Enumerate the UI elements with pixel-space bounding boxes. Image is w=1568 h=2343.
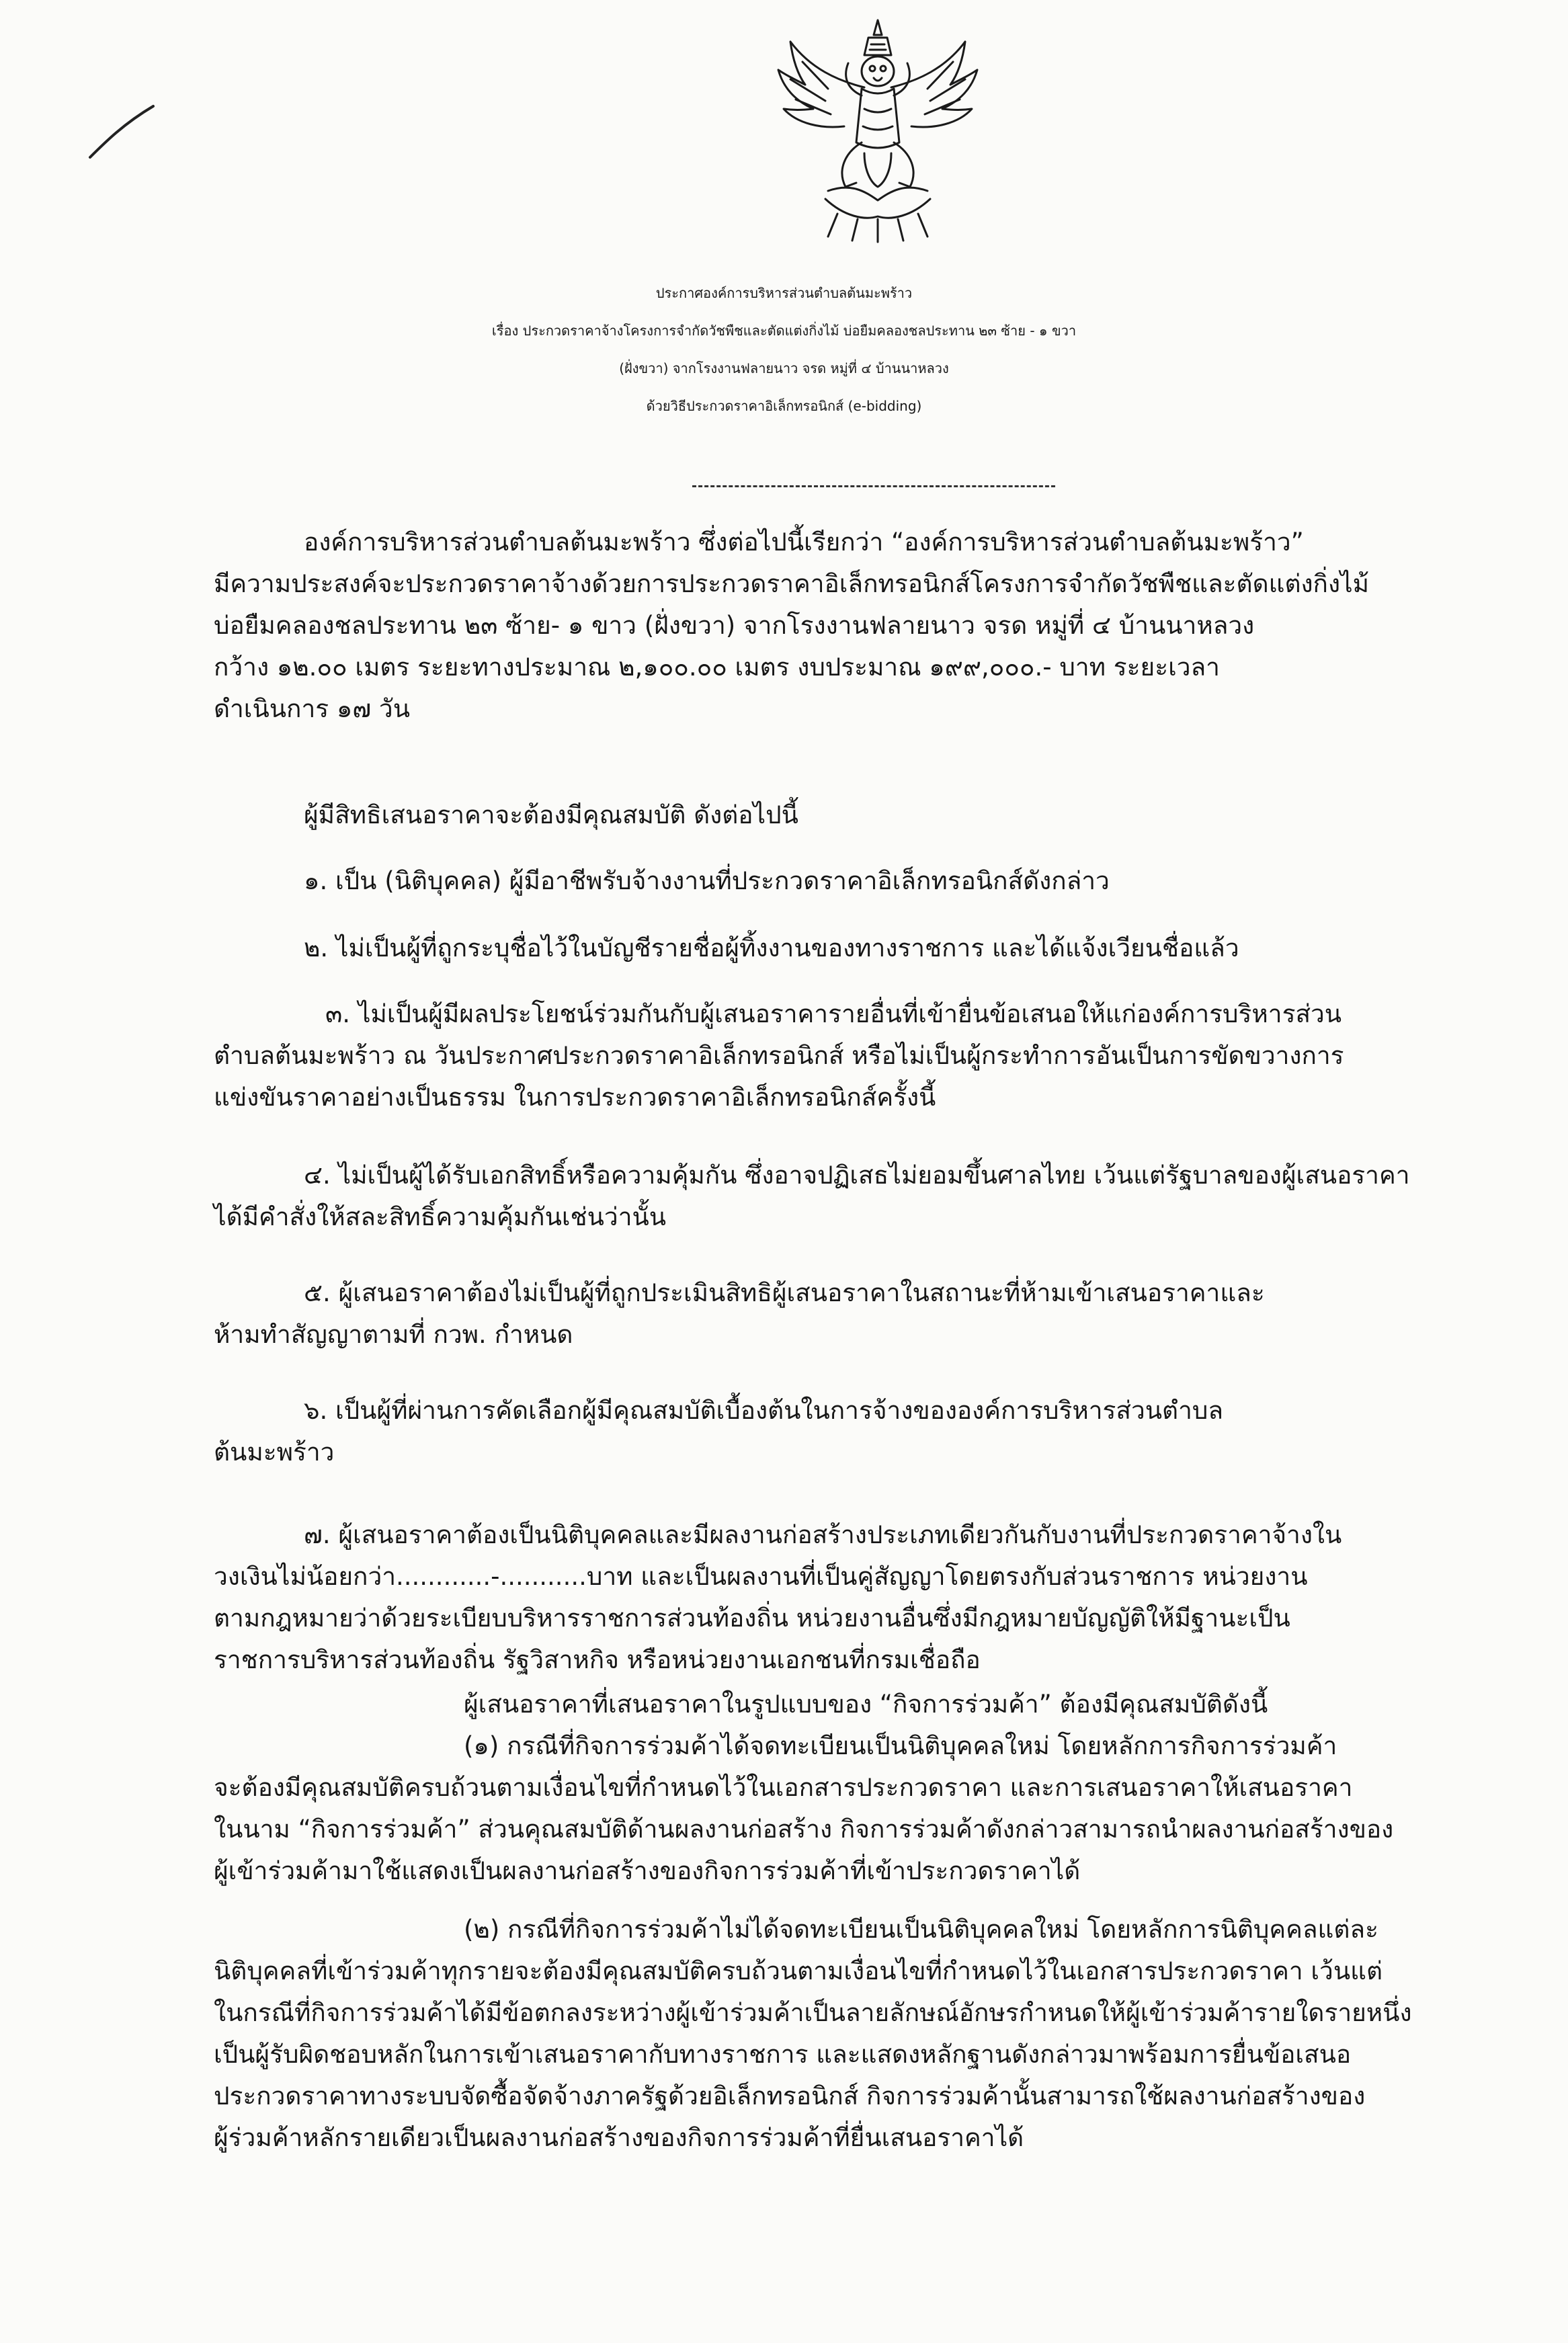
paragraph-line: ๗. ผู้เสนอราคาต้องเป็นนิติบุคคลและมีผลงานก่อสร้างประเภทเดียวกันกับงานที่ประกวดราคาจ้างใน	[304, 1520, 1342, 1549]
announcement-header	[0, 274, 1568, 425]
paragraph-line: ได้มีคำสั่งให้สละสิทธิ์ความคุ้มกันเช่นว่านั้น	[214, 1202, 667, 1231]
paragraph-line: ราชการบริหารส่วนท้องถิ่น รัฐวิสาหกิจ หรือหน่วยงานเอกชนที่กรมเชื่อถือ	[214, 1645, 981, 1674]
paragraph-line: ผู้ร่วมค้าหลักรายเดียวเป็นผลงานก่อสร้างของกิจการร่วมค้าที่ยื่นเสนอราคาได้	[214, 2123, 1024, 2152]
paragraph-line: ๒. ไม่เป็นผู้ที่ถูกระบุชื่อไว้ในบัญชีรายชื่อผู้ทิ้งงานของทางราชการ และได้แจ้งเวียนชื่อแล้ว	[304, 934, 1239, 962]
header-location-line: (ฝั่งขวา) จากโรงงานฟลายนาว จรด หมู่ที่ ๔ บ้านนาหลวง	[619, 360, 949, 376]
qualification-item-4	[214, 1155, 1492, 1238]
intro-paragraph	[214, 522, 1492, 730]
garuda-emblem-icon	[764, 15, 992, 243]
paragraph-line: แข่งขันราคาอย่างเป็นธรรม ในการประกวดราคาอิเล็กทรอนิกส์ครั้งนี้	[214, 1083, 936, 1112]
header-method-line: ด้วยวิธีประกวดราคาอิเล็กทรอนิกส์ (e-bidding)	[646, 398, 922, 414]
qualification-item-5	[214, 1272, 1492, 1356]
paragraph-line: ผู้เข้าร่วมค้ามาใช้แสดงเป็นผลงานก่อสร้างของกิจการร่วมค้าที่เข้าประกวดราคาได้	[214, 1856, 1081, 1885]
paragraph-line: เป็นผู้รับผิดชอบหลักในการเข้าเสนอราคากับทางราชการ และแสดงหลักฐานดังกล่าวมาพร้อมการยื่นข้อเสนอ	[214, 2040, 1352, 2069]
header-organization-line: ประกาศองค์การบริหารส่วนตำบลต้นมะพร้าว	[655, 285, 913, 301]
paragraph-line: มีความประสงค์จะประกวดราคาจ้างด้วยการประกวดราคาอิเล็กทรอนิกส์โครงการจำกัดวัชพืชและตัดแต่งกิ่งไม้	[214, 569, 1370, 598]
header-divider	[692, 485, 1055, 487]
joint-venture-case-1	[214, 1725, 1492, 1892]
pen-stroke-mark	[86, 101, 160, 161]
qualification-item-7	[214, 1514, 1492, 1681]
qualifications-heading	[214, 794, 1492, 836]
paragraph-line: ประกวดราคาทางระบบจัดซื้อจัดจ้างภาครัฐด้วยอิเล็กทรอนิกส์ กิจการร่วมค้านั้นสามารถใช้ผลงานก่อสร้างของ	[214, 2082, 1366, 2110]
paragraph-line: ตามกฎหมายว่าด้วยระเบียบบริหารราชการส่วนท้องถิ่น หน่วยงานอื่นซึ่งมีกฎหมายบัญญัติให้มีฐานะเป็น	[214, 1604, 1290, 1633]
heading-line: ผู้มีสิทธิเสนอราคาจะต้องมีคุณสมบัติ ดังต่อไปนี้	[304, 800, 798, 829]
heading-line: ผู้เสนอราคาที่เสนอราคาในรูปแบบของ “กิจการร่วมค้า” ต้องมีคุณสมบัติดังนี้	[464, 1690, 1268, 1719]
paragraph-line: นิติบุคคลที่เข้าร่วมค้าทุกรายจะต้องมีคุณสมบัติครบถ้วนตามเงื่อนไขที่กำหนดไว้ในเอกสารประกวดราคา เว้นแต่	[214, 1957, 1383, 1985]
paragraph-line: กว้าง ๑๒.๐๐ เมตร ระยะทางประมาณ ๒,๑๐๐.๐๐ เมตร งบประมาณ ๑๙๙,๐๐๐.- บาท ระยะเวลา	[214, 653, 1220, 682]
paragraph-line: จะต้องมีคุณสมบัติครบถ้วนตามเงื่อนไขที่กำหนดไว้ในเอกสารประกวดราคา และการเสนอราคาให้เสนอราคา	[214, 1773, 1353, 1802]
paragraph-line: (๑) กรณีที่กิจการร่วมค้าได้จดทะเบียนเป็นนิติบุคคลใหม่ โดยหลักการกิจการร่วมค้า	[464, 1731, 1337, 1760]
paragraph-line: ๕. ผู้เสนอราคาต้องไม่เป็นผู้ที่ถูกประเมินสิทธิผู้เสนอราคาในสถานะที่ห้ามเข้าเสนอราคาและ	[304, 1278, 1265, 1307]
qualification-item-6	[214, 1390, 1492, 1473]
header-subject-line: เรื่อง ประกวดราคาจ้างโครงการจำกัดวัชพืชและตัดแต่งกิ่งไม้ บ่อยืมคลองชลประทาน ๒๓ ซ้าย - ๑ ขวา	[491, 323, 1077, 339]
paragraph-line: ในนาม “กิจการร่วมค้า” ส่วนคุณสมบัติด้านผลงานก่อสร้าง กิจการร่วมค้าดังกล่าวสามารถนำผลงานก่อสร้างของ	[214, 1815, 1394, 1844]
paragraph-line: องค์การบริหารส่วนตำบลต้นมะพร้าว ซึ่งต่อไปนี้เรียกว่า “องค์การบริหารส่วนตำบลต้นมะพร้าว”	[304, 528, 1304, 557]
paragraph-line: ดำเนินการ ๑๗ วัน	[214, 694, 410, 723]
paragraph-line: บ่อยืมคลองชลประทาน ๒๓ ซ้าย- ๑ ขาว (ฝั่งขวา) จากโรงงานฟลายนาว จรด หมู่ที่ ๔ บ้านนาหลวง	[214, 611, 1255, 640]
qualification-item-2	[214, 928, 1492, 969]
joint-venture-heading	[214, 1684, 1492, 1725]
paragraph-line: ตำบลต้นมะพร้าว ณ วันประกาศประกวดราคาอิเล็กทรอนิกส์ หรือไม่เป็นผู้กระทำการอันเป็นการขัดขวางการ	[214, 1041, 1344, 1070]
joint-venture-case-2	[214, 1909, 1492, 2159]
qualification-item-1	[214, 860, 1492, 902]
paragraph-line: (๒) กรณีที่กิจการร่วมค้าไม่ได้จดทะเบียนเป็นนิติบุคคลใหม่ โดยหลักการนิติบุคคลแต่ละ	[464, 1915, 1378, 1944]
paragraph-line: ต้นมะพร้าว	[214, 1438, 335, 1467]
paragraph-line: ในกรณีที่กิจการร่วมค้าได้มีข้อตกลงระหว่างผู้เข้าร่วมค้าเป็นลายลักษณ์อักษรกำหนดให้ผู้เข้าร่วมค้ารายใดรายหนึ่ง	[214, 1998, 1412, 2027]
qualification-item-3	[214, 993, 1492, 1118]
paragraph-line: วงเงินไม่น้อยกว่า............-...........บาท และเป็นผลงานที่เป็นคู่สัญญาโดยตรงกับส่วนราชการ หน่วยงาน	[214, 1562, 1308, 1591]
paragraph-line: ๑. เป็น (นิติบุคคล) ผู้มีอาชีพรับจ้างงานที่ประกวดราคาอิเล็กทรอนิกส์ดังกล่าว	[304, 866, 1110, 895]
paragraph-line: ๓. ไม่เป็นผู้มีผลประโยชน์ร่วมกันกับผู้เสนอราคารายอื่นที่เข้ายื่นข้อเสนอให้แก่องค์การบริหารส่วน	[325, 999, 1342, 1028]
paragraph-line: ห้ามทำสัญญาตามที่ กวพ. กำหนด	[214, 1320, 573, 1349]
paragraph-line: ๔. ไม่เป็นผู้ได้รับเอกสิทธิ์หรือความคุ้มกัน ซึ่งอาจปฏิเสธไม่ยอมขึ้นศาลไทย เว้นแต่รัฐบาลของผู้เสนอราคา	[304, 1161, 1410, 1190]
paragraph-line: ๖. เป็นผู้ที่ผ่านการคัดเลือกผู้มีคุณสมบัติเบื้องต้นในการจ้างขององค์การบริหารส่วนตำบล	[304, 1396, 1224, 1425]
